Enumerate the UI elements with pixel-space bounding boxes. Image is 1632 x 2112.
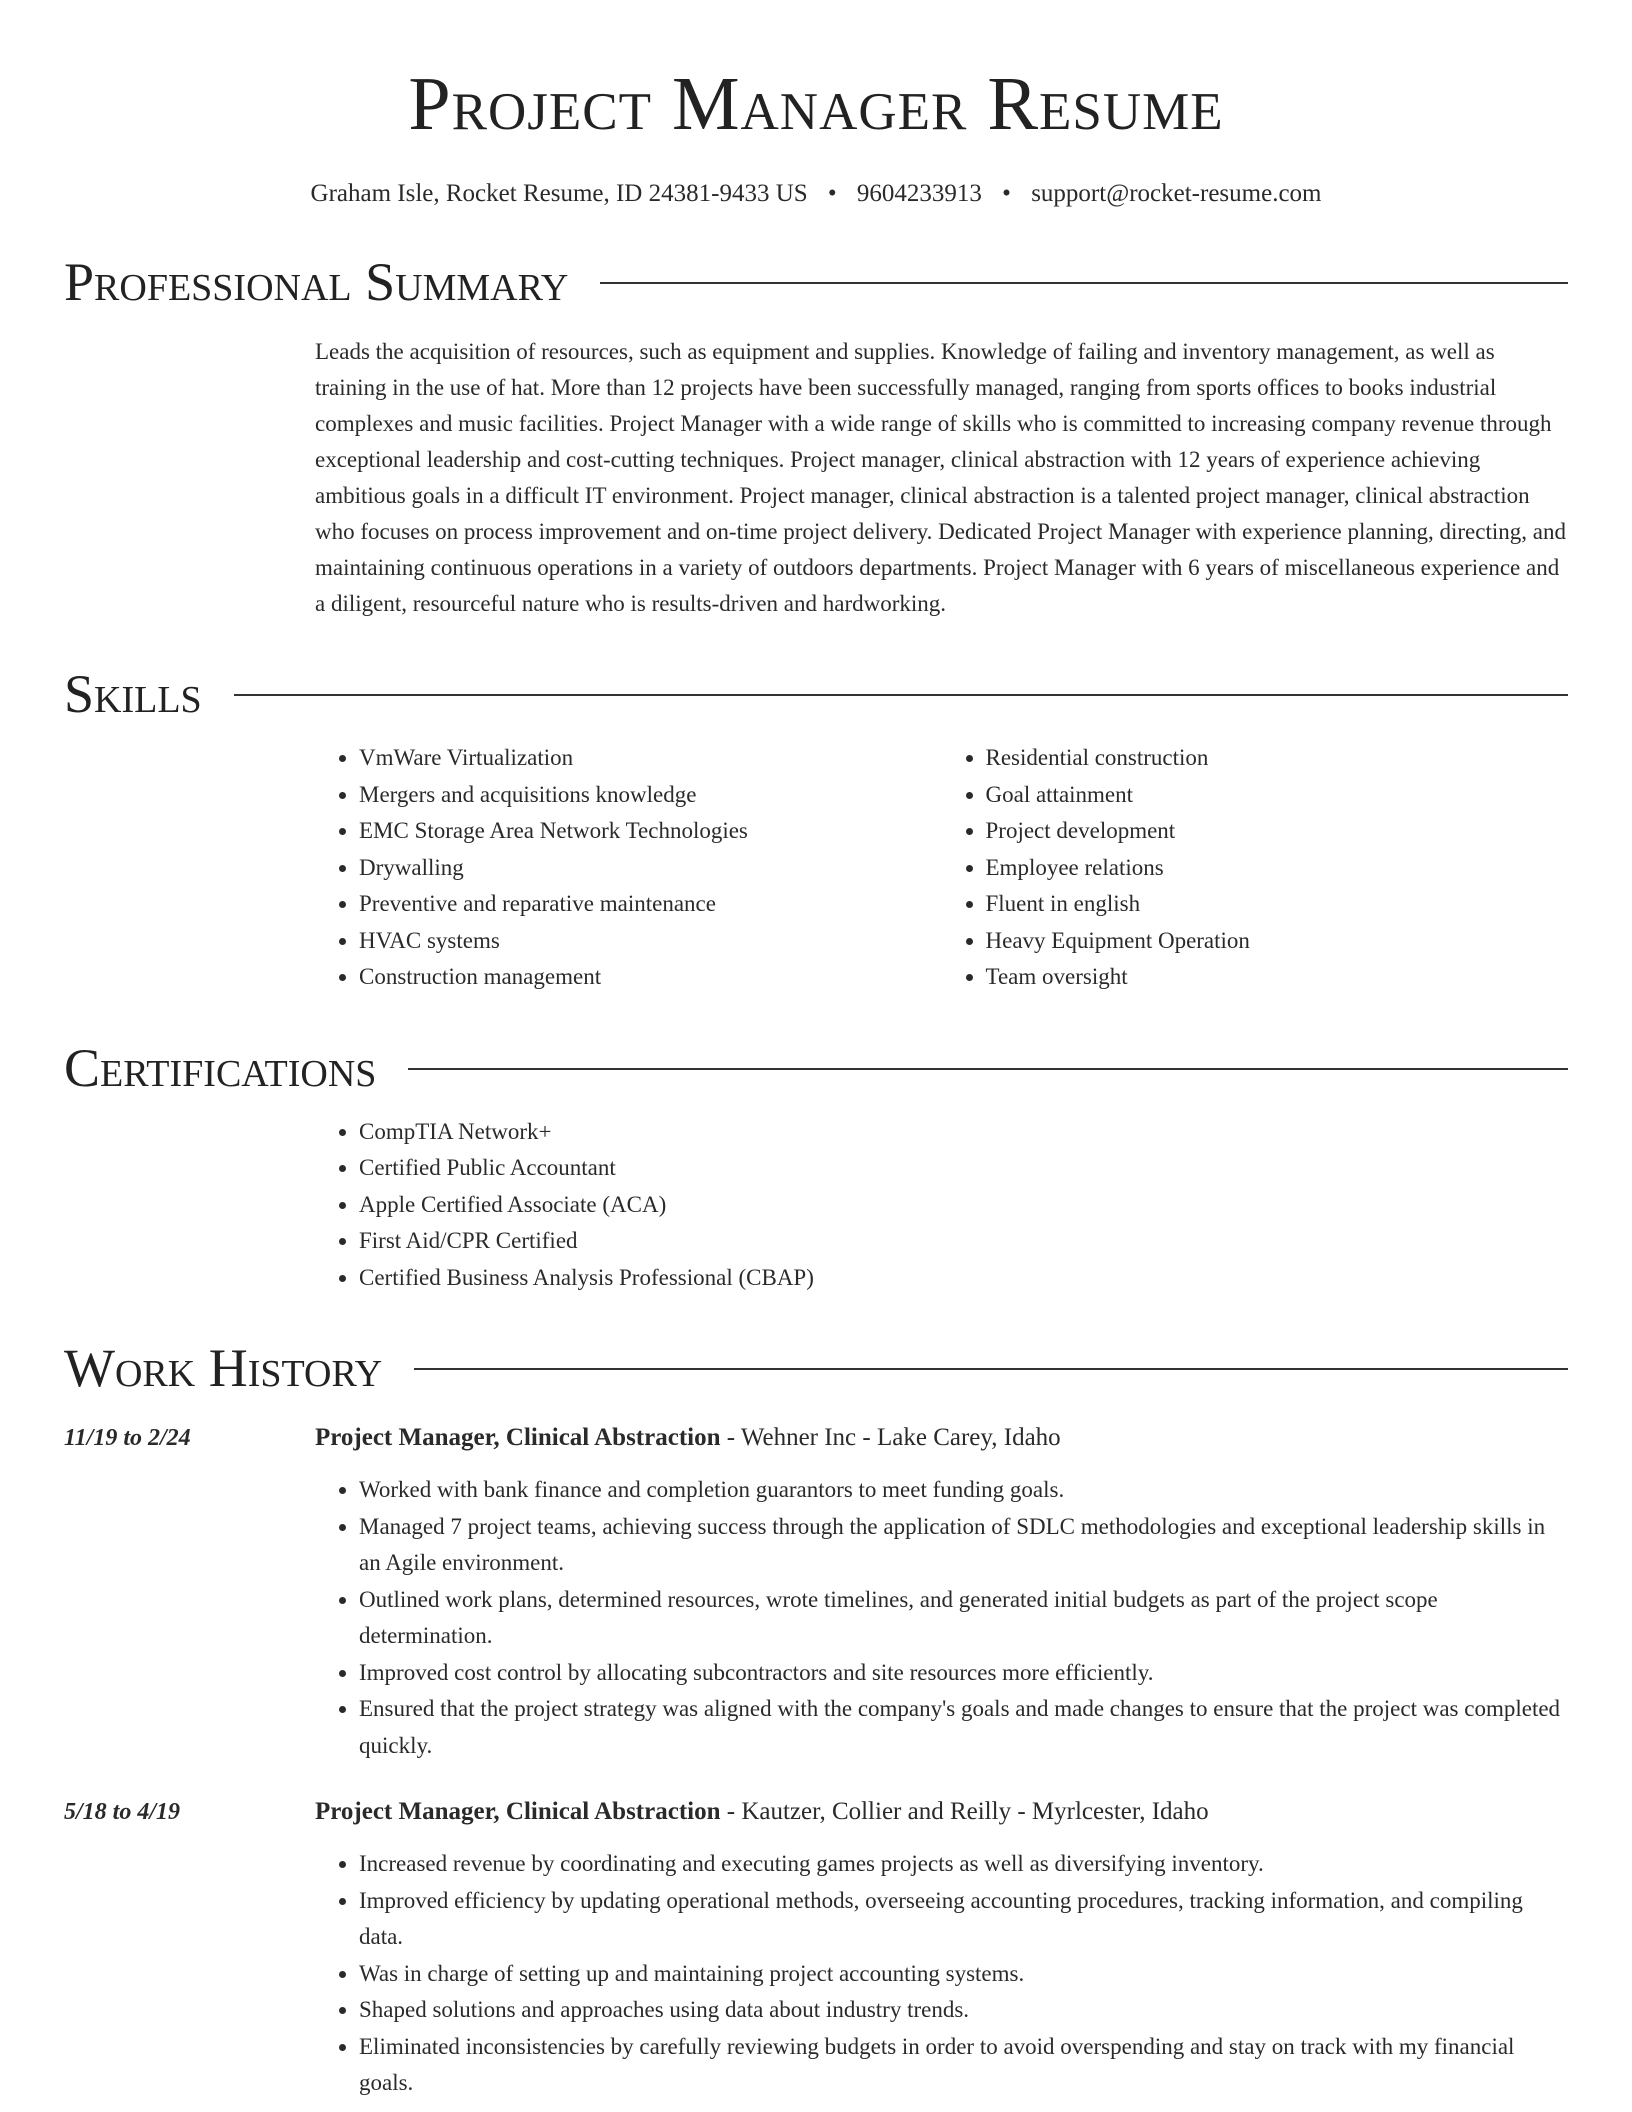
skill-item: • Project development bbox=[986, 813, 1569, 850]
job-company-location: - Wehner Inc - Lake Carey, Idaho bbox=[720, 1424, 1061, 1451]
job-details bbox=[315, 1794, 1568, 2102]
certification-item: • CompTIA Network+ bbox=[359, 1114, 1568, 1151]
skill-item: • HVAC systems bbox=[359, 923, 942, 960]
resume-page bbox=[64, 0, 1568, 2102]
skill-item: • Preventive and reparative maintenance bbox=[359, 886, 942, 923]
skill-item: • Employee relations bbox=[986, 850, 1569, 887]
job-bullet: • Was in charge of setting up and maintaining project accounting systems. bbox=[359, 1956, 1568, 1993]
job-bullet: • Worked with bank finance and completion guarantors to meet funding goals. bbox=[359, 1472, 1568, 1509]
skill-item: • Residential construction bbox=[986, 740, 1569, 777]
job-bullet: • Ensured that the project strategy was aligned with the company's goals and made changes to ensure that the project was completed quickly. bbox=[359, 1691, 1568, 1764]
certifications-section-header bbox=[64, 1038, 1568, 1098]
certifications-items bbox=[315, 1114, 1568, 1297]
job-entry bbox=[64, 1420, 1568, 1764]
skill-item: • Heavy Equipment Operation bbox=[986, 923, 1569, 960]
skill-item: • Drywalling bbox=[359, 850, 942, 887]
certification-item: • Certified Public Accountant bbox=[359, 1150, 1568, 1187]
contact-address: Graham Isle, Rocket Resume, ID 24381-9433 US bbox=[310, 180, 808, 207]
summary-text: Leads the acquisition of resources, such as equipment and supplies. Knowledge of failing and inventory management, as well as training in the use of hat. More than 12 projects have been successfully managed, ranging from sports offices to books industrial complexes and music facilities. Project Manager with a wide range of skills who is committed to increasing company revenue through exceptional leadership and cost-cutting techniques. Project manager, clinical abstraction with 12 years of experience achieving ambitious goals in a difficult IT environment. Project manager, clinical abstraction is a talented project manager, clinical abstraction who focuses on process improvement and on-time project delivery. Dedicated Project Manager with experience planning, directing, and maintaining continuous operations in a variety of outdoors departments. Project Manager with 6 years of miscellaneous experience and a diligent, resourceful nature who is results-driven and hardworking. bbox=[315, 339, 1566, 616]
contact-phone: 9604233913 bbox=[856, 180, 982, 207]
summary-heading: Professional Summary bbox=[64, 252, 569, 312]
job-bullet: • Improved cost control by allocating subcontractors and site resources more efficiently. bbox=[359, 1655, 1568, 1692]
section-divider bbox=[600, 282, 1568, 284]
summary-section-header bbox=[64, 252, 1568, 312]
certifications-list bbox=[315, 1114, 1568, 1297]
job-bullet: • Managed 7 project teams, achieving success through the application of SDLC methodologies and exceptional leadership skills in an Agile environment. bbox=[359, 1509, 1568, 1582]
job-bullet: • Shaped solutions and approaches using data about industry trends. bbox=[359, 1992, 1568, 2029]
skill-item: • VmWare Virtualization bbox=[359, 740, 942, 777]
job-role: Project Manager, Clinical Abstraction bbox=[315, 1424, 721, 1451]
job-title-line bbox=[315, 1794, 1568, 1830]
skill-item: • Team oversight bbox=[986, 959, 1569, 996]
skill-item: • Goal attainment bbox=[986, 777, 1569, 814]
job-bullet: • Outlined work plans, determined resources, wrote timelines, and generated initial budgets as part of the project scope determination. bbox=[359, 1582, 1568, 1655]
contact-line bbox=[64, 178, 1568, 210]
job-bullets bbox=[315, 1472, 1568, 1764]
job-details bbox=[315, 1420, 1568, 1764]
job-title-line bbox=[315, 1420, 1568, 1456]
job-bullet: • Improved efficiency by updating operational methods, overseeing accounting procedures, tracking information, and compiling data. bbox=[359, 1883, 1568, 1956]
skills-section-header bbox=[64, 664, 1568, 724]
job-role: Project Manager, Clinical Abstraction bbox=[315, 1798, 721, 1825]
section-divider bbox=[234, 694, 1568, 696]
skill-item: • Fluent in english bbox=[986, 886, 1569, 923]
contact-separator: • bbox=[827, 180, 837, 207]
page-title: Project Manager Resume bbox=[408, 62, 1224, 146]
certification-item: • Apple Certified Associate (ACA) bbox=[359, 1187, 1568, 1224]
job-bullet: • Increased revenue by coordinating and executing games projects as well as diversifying inventory. bbox=[359, 1846, 1568, 1883]
skill-item: • Mergers and acquisitions knowledge bbox=[359, 777, 942, 814]
work-history-heading: Work History bbox=[64, 1338, 383, 1398]
contact-email: support@rocket-resume.com bbox=[1031, 180, 1322, 207]
job-dates: 5/18 to 4/19 bbox=[64, 1799, 181, 1825]
skill-item: • Construction management bbox=[359, 959, 942, 996]
section-divider bbox=[408, 1068, 1568, 1070]
job-bullets bbox=[315, 1846, 1568, 2102]
skills-list bbox=[315, 740, 1568, 996]
skills-column-left bbox=[315, 740, 942, 996]
skill-item: • EMC Storage Area Network Technologies bbox=[359, 813, 942, 850]
skills-column-right bbox=[942, 740, 1569, 996]
job-entry bbox=[64, 1794, 1568, 2102]
skills-heading: Skills bbox=[64, 664, 202, 724]
certification-item: • Certified Business Analysis Professional (CBAP) bbox=[359, 1260, 1568, 1297]
job-company-location: - Kautzer, Collier and Reilly - Myrlcester, Idaho bbox=[720, 1798, 1209, 1825]
section-divider bbox=[414, 1368, 1568, 1370]
job-dates: 11/19 to 2/24 bbox=[64, 1425, 191, 1451]
contact-separator: • bbox=[1002, 180, 1011, 207]
work-history-section-header bbox=[64, 1338, 1568, 1398]
certifications-heading: Certifications bbox=[64, 1037, 377, 1098]
job-bullet: • Eliminated inconsistencies by carefully reviewing budgets in order to avoid overspending and stay on track with my financial goals. bbox=[359, 2029, 1568, 2102]
certification-item: • First Aid/CPR Certified bbox=[359, 1223, 1568, 1260]
